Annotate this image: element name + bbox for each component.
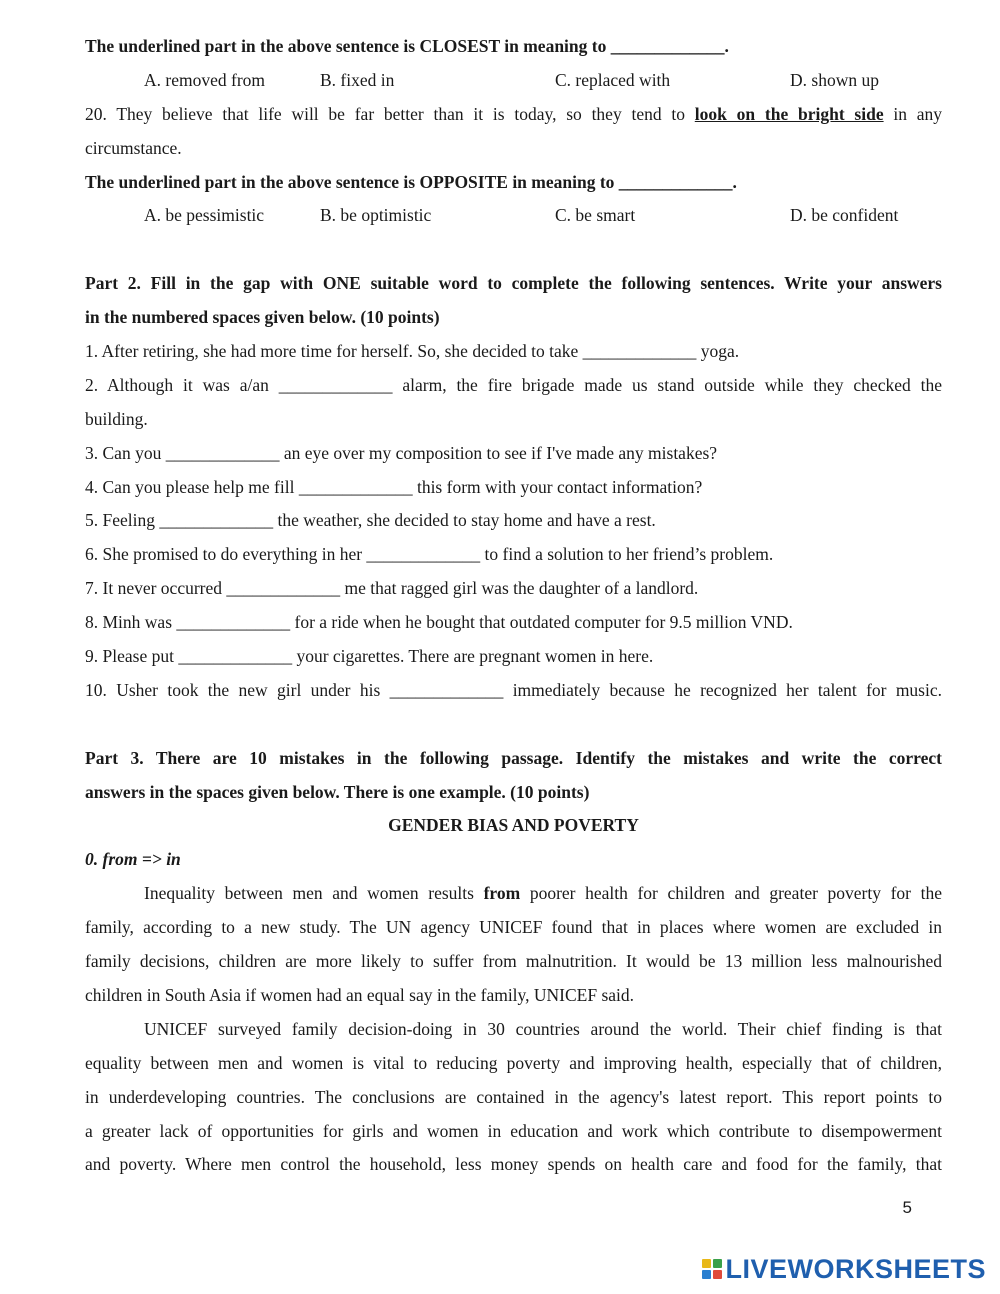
q19-option-a: A. removed from xyxy=(144,69,266,90)
q20-underlined-phrase: look on the bright side xyxy=(694,103,884,124)
q20-text-pre: 20. They believe that life will be far better than it is today, so they tend to xyxy=(85,103,685,124)
passage-p2-line5: and poverty. Where men control the household, less money spends on health care and food for the family, that xyxy=(85,1154,942,1175)
passage-text: Inequality between men and women results xyxy=(144,883,474,904)
part2-q5: 5. Feeling _____________ the weather, she decided to stay home and have a rest. xyxy=(85,510,656,531)
q20-question-cont: circumstance. xyxy=(85,137,182,158)
part3-heading: Part 3. There are 10 mistakes in the following passage. Identify the mistakes and write the correct xyxy=(85,747,942,768)
logo-square xyxy=(713,1270,722,1279)
q20-option-c: C. be smart xyxy=(555,205,636,226)
example-mistake-word: from xyxy=(483,883,521,904)
q20-instruction: The underlined part in the above sentence is OPPOSITE in meaning to _____________. xyxy=(85,171,737,192)
logo-square xyxy=(702,1270,711,1279)
part2-q2: 2. Although it was a/an _____________ alarm, the fire brigade made us stand outside while they checked the xyxy=(85,374,942,395)
part2-q3: 3. Can you _____________ an eye over my composition to see if I've made any mistakes? xyxy=(85,442,718,463)
spacer xyxy=(85,708,942,742)
part2-q10: 10. Usher took the new girl under his _____________ immediately because he recognized her talent for music. xyxy=(85,679,942,700)
passage-p2-line1: UNICEF surveyed family decision-doing in 30 countries around the world. Their chief finding is that xyxy=(144,1018,942,1039)
passage-title: GENDER BIAS AND POVERTY xyxy=(388,815,639,836)
worksheet-page xyxy=(85,30,942,1182)
q19-option-b: B. fixed in xyxy=(320,69,395,90)
part2-heading: Part 2. Fill in the gap with ONE suitable word to complete the following sentences. Write your answers xyxy=(85,273,942,294)
passage-p1-line3: family decisions, children are more likely to suffer from malnutrition. It would be 13 million less malnourished xyxy=(85,951,942,972)
logo-text: LIVEWORKSHEETS xyxy=(725,1253,986,1284)
liveworksheets-logo xyxy=(702,1254,986,1284)
q19-options xyxy=(85,64,942,98)
q19-option-d: D. shown up xyxy=(790,69,879,90)
part2-q9: 9. Please put _____________ your cigarettes. There are pregnant women in here. xyxy=(85,646,654,667)
part2-heading-cont: in the numbered spaces given below. (10 points) xyxy=(85,307,440,328)
part2-q4: 4. Can you please help me fill _____________ this form with your contact information? xyxy=(85,476,703,497)
example-answer: 0. from => in xyxy=(85,849,181,870)
logo-icon xyxy=(702,1259,722,1279)
passage-text: poorer health for children and greater poverty for the xyxy=(529,883,942,904)
part2-q2-cont: building. xyxy=(85,408,148,429)
q20-text-post: in any xyxy=(893,103,942,124)
q19-option-c: C. replaced with xyxy=(555,69,671,90)
part2-q6: 6. She promised to do everything in her _____________ to find a solution to her friend’s problem. xyxy=(85,544,774,565)
logo-square xyxy=(713,1259,722,1268)
part2-q7: 7. It never occurred _____________ me that ragged girl was the daughter of a landlord. xyxy=(85,578,699,599)
q20-option-d: D. be confident xyxy=(790,205,899,226)
passage-p2-line2: equality between men and women is vital to reducing poverty and improving health, especially that of children, xyxy=(85,1052,942,1073)
passage-p2-line4: a greater lack of opportunities for girls and women in education and work which contribute to disempowerment xyxy=(85,1120,942,1141)
passage-p2-line3: in underdeveloping countries. The conclusions are contained in the agency's latest report. This report points to xyxy=(85,1086,942,1107)
page-number: 5 xyxy=(902,1198,912,1217)
passage-p1-line2: family, according to a new study. The UN agency UNICEF found that in places where women are excluded in xyxy=(85,917,942,938)
q19-instruction: The underlined part in the above sentence is CLOSEST in meaning to _____________. xyxy=(85,36,729,56)
spacer xyxy=(85,233,942,267)
q20-option-a: A. be pessimistic xyxy=(144,205,265,226)
part3-heading-cont: answers in the spaces given below. There is one example. (10 points) xyxy=(85,781,590,802)
part2-q1: 1. After retiring, she had more time for herself. So, she decided to take _____________ yoga. xyxy=(85,341,740,362)
part2-q8: 8. Minh was _____________ for a ride when he bought that outdated computer for 9.5 million VND. xyxy=(85,612,793,633)
logo-square xyxy=(702,1259,711,1268)
q20-option-b: B. be optimistic xyxy=(320,205,432,226)
q20-options xyxy=(85,199,942,233)
passage-p1-line1 xyxy=(85,877,942,911)
q20-question xyxy=(85,98,942,132)
passage-p1-line4: children in South Asia if women had an equal say in the family, UNICEF said. xyxy=(85,984,635,1005)
